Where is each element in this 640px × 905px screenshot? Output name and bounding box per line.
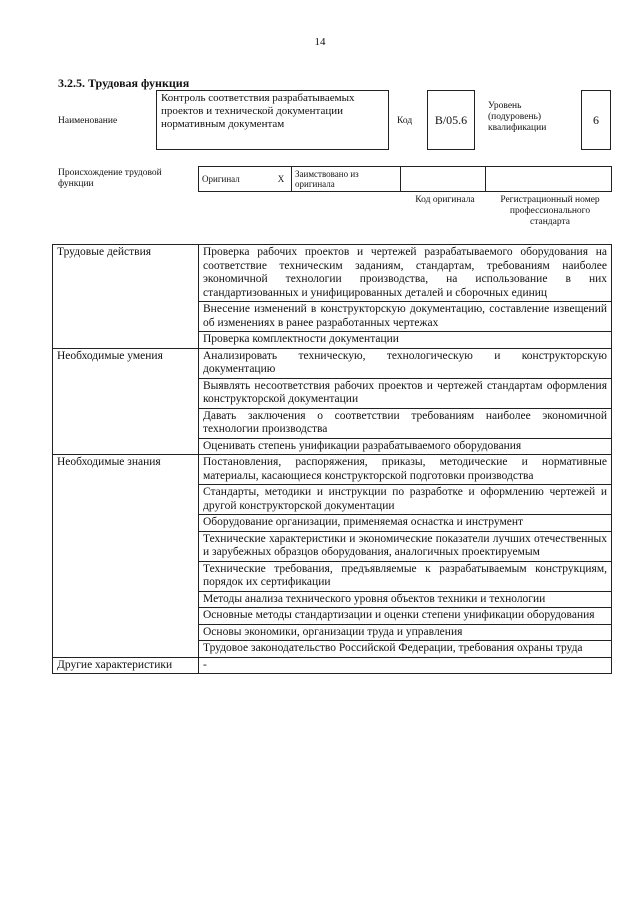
row-item: Технические характеристики и экономические показатели лучших отечественных и зарубежных образцов оборудования, аналогичных проектируемым — [199, 531, 612, 561]
table-row — [53, 455, 612, 485]
function-name-value: Контроль соответствия разрабатываемых проектов и технической документации нормативным документам — [156, 90, 389, 150]
code-label: Код — [397, 116, 413, 126]
row-item: Проверка рабочих проектов и чертежей разрабатываемого оборудования на соответствие техническим заданиям, стандартам, требованиям наиболее экономичной технологии производства, на использование в них стандартизованных и унифицированных деталей и сборочных единиц — [199, 245, 612, 302]
function-details-table — [52, 244, 612, 674]
table-row — [53, 657, 612, 674]
row-item: Оборудование организации, применяемая оснастка и инструмент — [199, 515, 612, 532]
function-code-value: В/05.6 — [427, 90, 475, 150]
row-item: Проверка комплектности документации — [199, 332, 612, 349]
row-category: Другие характеристики — [53, 657, 199, 674]
row-item: Основные методы стандартизации и оценки степени унификации оборудования — [199, 608, 612, 625]
name-label: Наименование — [58, 116, 118, 126]
origin-table — [198, 166, 612, 192]
qualification-level-value: 6 — [581, 90, 611, 150]
row-item: Трудовое законодательство Российской Федерации, требования охраны труда — [199, 641, 612, 658]
row-item: Внесение изменений в конструкторскую документацию, составление извещений об изменениях в ранее разработанных чертежах — [199, 302, 612, 332]
row-item: Выявлять несоответствия рабочих проектов и чертежей стандартам оформления конструкторской документации — [199, 378, 612, 408]
row-item: Постановления, распоряжения, приказы, методические и нормативные материалы, касающиеся конструкторской подготовки производства — [199, 455, 612, 485]
row-item: Оценивать степень унификации разрабатываемого оборудования — [199, 438, 612, 455]
row-item: - — [199, 657, 612, 674]
row-item: Давать заключения о соответствии требованиям наиболее экономичной технологии производства — [199, 408, 612, 438]
row-item: Методы анализа технического уровня объектов техники и технологии — [199, 591, 612, 608]
original-label: Оригинал — [199, 167, 272, 192]
original-mark: X — [271, 167, 292, 192]
origin-label: Происхождение трудовой функции — [58, 168, 162, 189]
row-category: Необходимые знания — [53, 455, 199, 658]
row-item: Стандарты, методики и инструкции по разработке и оформлению чертежей и другой конструкторской документации — [199, 485, 612, 515]
table-row — [53, 348, 612, 378]
level-label: Уровень (подуровень) квалификации — [488, 101, 547, 133]
reg-caption: Регистрационный номер профессионального стандарта — [500, 195, 600, 227]
page-number: 14 — [314, 36, 326, 48]
section-title: 3.2.5. Трудовая функция — [58, 76, 190, 90]
table-row — [53, 245, 612, 302]
origin-reg-cell — [486, 167, 612, 192]
row-item: Технические требования, предъявляемые к разрабатываемым конструкциям, порядок их сертификации — [199, 561, 612, 591]
borrowed-label: Заимствовано из оригинала — [292, 167, 401, 192]
code-caption: Код оригинала — [415, 195, 475, 205]
origin-code-cell — [401, 167, 486, 192]
row-category: Необходимые умения — [53, 348, 199, 455]
row-category: Трудовые действия — [53, 245, 199, 349]
row-item: Анализировать техническую, технологическую и конструкторскую документацию — [199, 348, 612, 378]
row-item: Основы экономики, организации труда и управления — [199, 624, 612, 641]
